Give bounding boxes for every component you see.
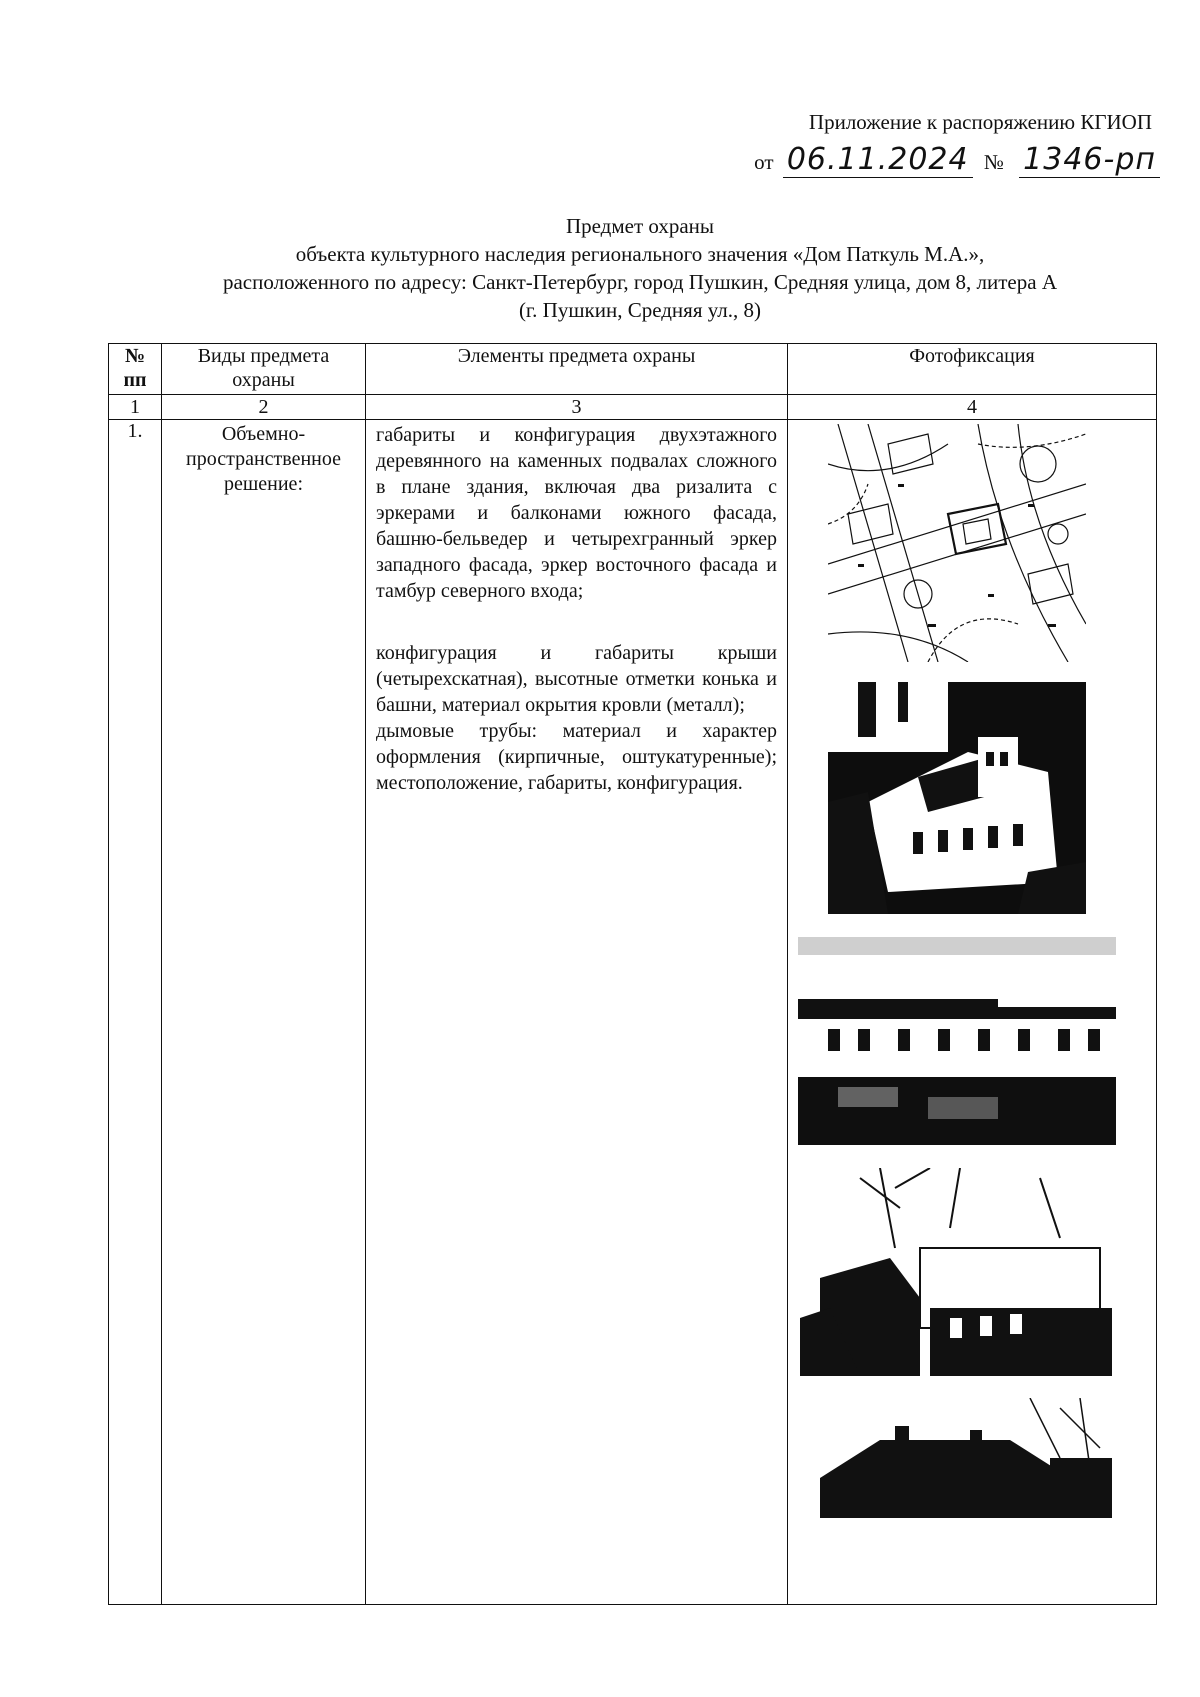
elements-paragraph-3: дымовые трубы: материал и характер оформления (кирпичные, оштукатуренные); местоположение, габариты, конфигурация. (376, 720, 777, 794)
roof-photo (800, 1398, 1112, 1518)
title-line-3: расположенного по адресу: Санкт-Петербург, город Пушкин, Средняя улица, дом 8, литера А (222, 270, 1057, 294)
column-number-row (109, 395, 1157, 420)
elements-paragraph-2: конфигурация и габариты крыши (четырехскатная), высотные отметки конька и башни, материал окрытия кровли (металл); (376, 642, 777, 716)
column-number: 2 (162, 395, 366, 420)
building-photo-3 (800, 1168, 1112, 1376)
header-number (109, 344, 162, 395)
protection-type-line-1: Объемно- (221, 423, 306, 445)
title-line-4: (г. Пушкин, Средняя ул., 8) (518, 298, 762, 322)
header-type-line-1: Виды предмета (197, 345, 330, 367)
header-photos: Фотофиксация (788, 344, 1157, 395)
header-type-line-2: охраны (232, 369, 295, 391)
header-number-line-2: пп (123, 369, 147, 391)
row-number: 1. (109, 420, 162, 1605)
title-line-1: Предмет охраны (565, 214, 715, 238)
column-number: 4 (788, 395, 1157, 420)
column-number: 3 (366, 395, 788, 420)
protection-type-line-2: пространственное (186, 448, 341, 470)
building-photo-1 (828, 682, 1086, 914)
header-elements: Элементы предмета охраны (366, 344, 788, 395)
order-date: 06.11.2024 (783, 142, 973, 178)
table-row (109, 420, 1157, 1605)
protection-type-line-3: решение: (224, 473, 303, 495)
photo-cell (788, 420, 1157, 1605)
table-header-row (109, 344, 1157, 395)
title-line-2: объекта культурного наследия регионального значения «Дом Паткуль М.А.», (295, 242, 985, 266)
column-number: 1 (109, 395, 162, 420)
header-number-line-1: № (124, 345, 146, 367)
site-plan-photo (828, 424, 1086, 662)
protection-subject-table (108, 343, 1157, 1605)
protection-type (162, 420, 366, 1605)
order-reference (754, 142, 1160, 178)
protection-elements (366, 420, 788, 1605)
document-title (120, 212, 1160, 324)
number-label: № (983, 150, 1004, 174)
appendix-caption: Приложение к распоряжению КГИОП (808, 110, 1152, 134)
from-label: от (754, 150, 774, 174)
building-photo-2 (798, 937, 1116, 1145)
elements-paragraph-1: габариты и конфигурация двухэтажного деревянного на каменных подвалах сложного в плане здания, включая два ризалита с эркерами и балконами южного фасада, башню-бельведер и четырехгранный эркер западного фасада, эркер восточного фасада и тамбур северного входа; (376, 424, 777, 602)
header-type (162, 344, 366, 395)
order-number: 1346-рп (1019, 142, 1160, 178)
